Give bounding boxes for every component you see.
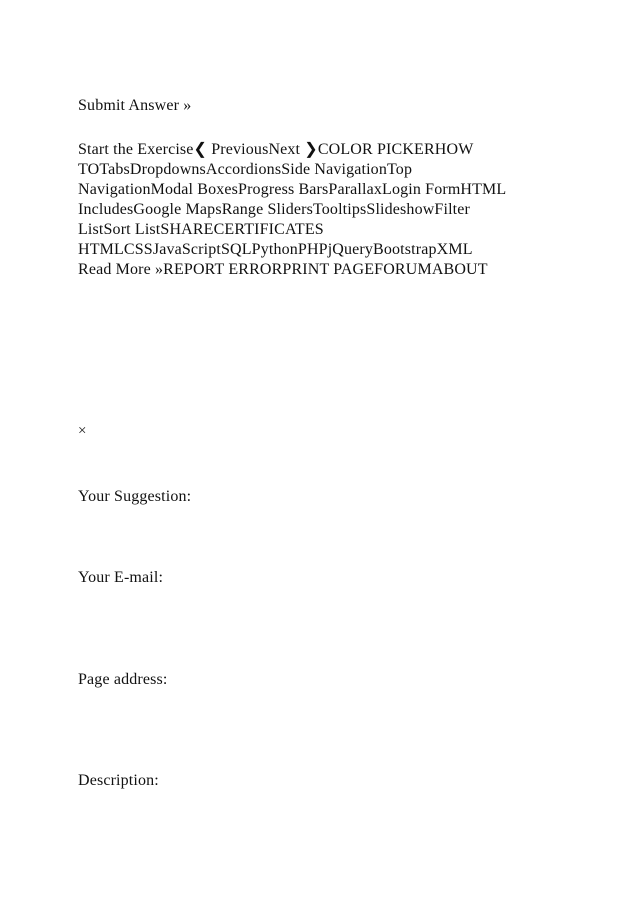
nav-line[interactable]: NavigationModal BoxesProgress BarsParallaxLogin FormHTML bbox=[78, 181, 507, 198]
description-label: Description: bbox=[78, 772, 159, 789]
nav-line[interactable]: Start the Exercise❮ PreviousNext ❯COLOR PICKERHOW bbox=[78, 141, 474, 158]
submit-answer-link[interactable]: Submit Answer » bbox=[78, 97, 192, 114]
suggestion-label: Your Suggestion: bbox=[78, 488, 192, 505]
nav-line[interactable]: TOTabsDropdownsAccordionsSide NavigationTop bbox=[78, 161, 413, 178]
nav-line[interactable]: HTMLCSSJavaScriptSQLPythonPHPjQueryBootstrapXML bbox=[78, 241, 473, 258]
close-icon[interactable]: × bbox=[78, 423, 87, 439]
nav-line[interactable]: ListSort ListSHARECERTIFICATES bbox=[78, 221, 324, 238]
nav-line[interactable]: Read More »REPORT ERRORPRINT PAGEFORUMABOUT bbox=[78, 261, 488, 278]
page-address-label: Page address: bbox=[78, 671, 168, 688]
nav-line[interactable]: IncludesGoogle MapsRange SlidersTooltipsSlideshowFilter bbox=[78, 201, 470, 218]
navigation-text-block bbox=[78, 140, 578, 280]
email-label: Your E-mail: bbox=[78, 569, 164, 586]
